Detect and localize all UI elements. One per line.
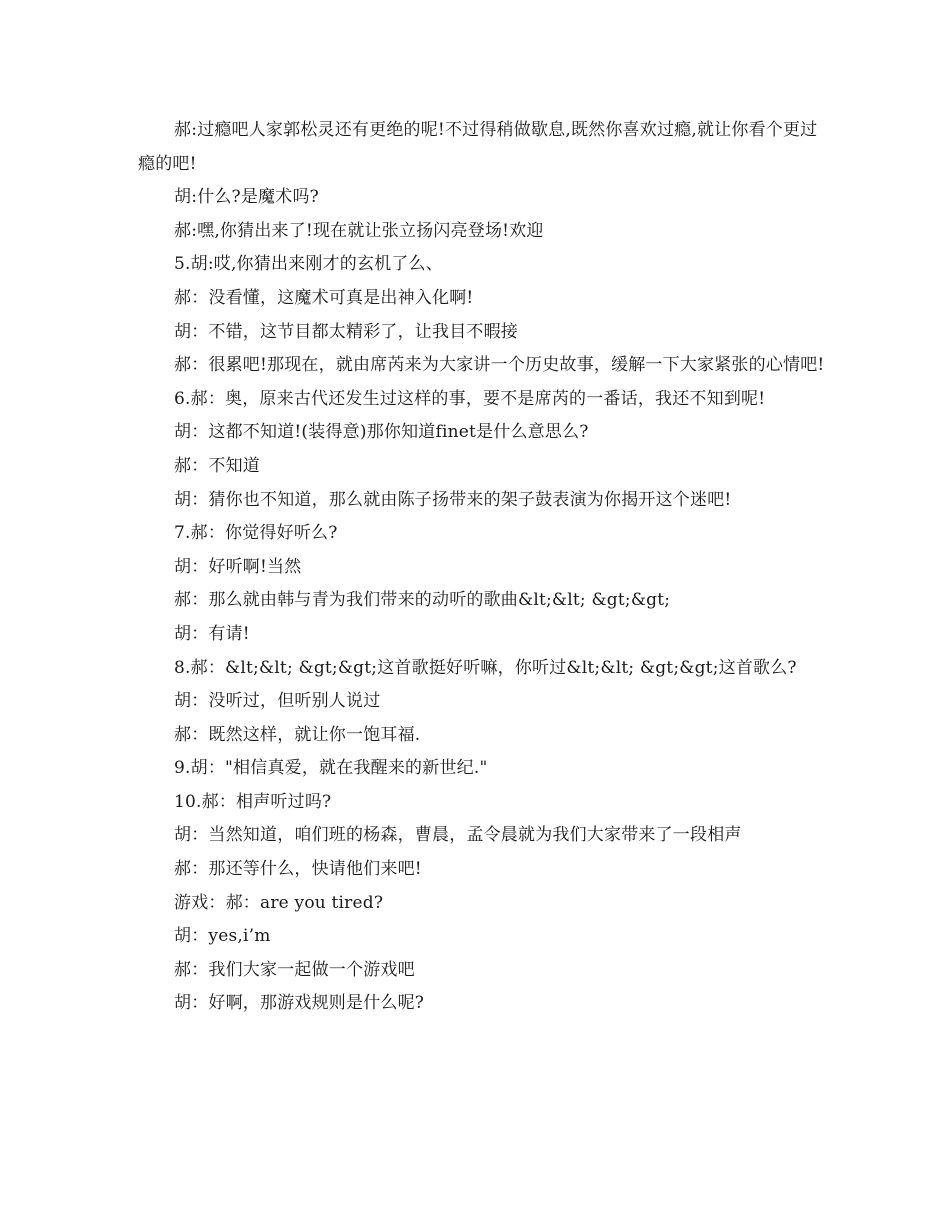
paragraph: 胡：好啊，那游戏规则是什么呢? xyxy=(174,993,425,1014)
paragraph: 胡：yes,i’m xyxy=(174,926,271,947)
paragraph: 郝：没看懂，这魔术可真是出神入化啊! xyxy=(174,287,474,308)
paragraph: 郝：那么就由韩与青为我们带来的动听的歌曲&lt;&lt; &gt;&gt; xyxy=(174,590,671,611)
paragraph: 5.胡:哎,你猜出来刚才的玄机了么、 xyxy=(174,254,443,275)
paragraph: 郝：很累吧!那现在，就由席芮来为大家讲一个历史故事，缓解一下大家紧张的心情吧! xyxy=(174,355,825,376)
paragraph: 胡：好听啊!当然 xyxy=(174,556,302,577)
paragraph: 9.胡："相信真爱，就在我醒来的新世纪." xyxy=(174,758,488,779)
paragraph: 胡：这都不知道!(装得意)那你知道finet是什么意思么? xyxy=(174,422,589,443)
paragraph: 郝:嘿,你猜出来了!现在就让张立扬闪亮登场!欢迎 xyxy=(174,220,544,241)
paragraph: 郝：我们大家一起做一个游戏吧 xyxy=(174,959,415,980)
paragraph: 郝:过瘾吧人家郭松灵还有更绝的呢!不过得稍做歇息,既然你喜欢过瘾,就让你看个更过瘾的吧! xyxy=(138,120,818,174)
paragraph: 胡：当然知道，咱们班的杨森，曹晨，孟令晨就为我们大家带来了一段相声 xyxy=(174,825,742,846)
paragraph: 胡：猜你也不知道，那么就由陈子扬带来的架子鼓表演为你揭开这个迷吧! xyxy=(174,489,732,510)
paragraph: 郝：既然这样，就让你一饱耳福. xyxy=(174,724,421,745)
paragraph: 胡:什么?是魔术吗? xyxy=(174,187,319,208)
paragraph: 10.郝：相声听过吗? xyxy=(174,791,332,812)
dialogue-text xyxy=(138,114,828,1021)
paragraph: 胡：有请! xyxy=(174,623,250,644)
paragraph: 胡：没听过，但听别人说过 xyxy=(174,691,381,712)
paragraph: 6.郝：奥，原来古代还发生过这样的事，要不是席芮的一番话，我还不知到呢! xyxy=(174,388,766,409)
paragraph: 游戏：郝：are you tired? xyxy=(174,892,384,913)
paragraph: 郝：那还等什么，快请他们来吧! xyxy=(174,859,422,880)
paragraph: 胡：不错，这节目都太精彩了，让我目不暇接 xyxy=(174,321,518,342)
paragraph: 8.郝：&lt;&lt; &gt;&gt;这首歌挺好听嘛，你听过&lt;&lt; &gt;&gt;这首歌么? xyxy=(174,657,797,678)
paragraph: 7.郝：你觉得好听么? xyxy=(174,523,338,544)
paragraph: 郝：不知道 xyxy=(174,455,260,476)
